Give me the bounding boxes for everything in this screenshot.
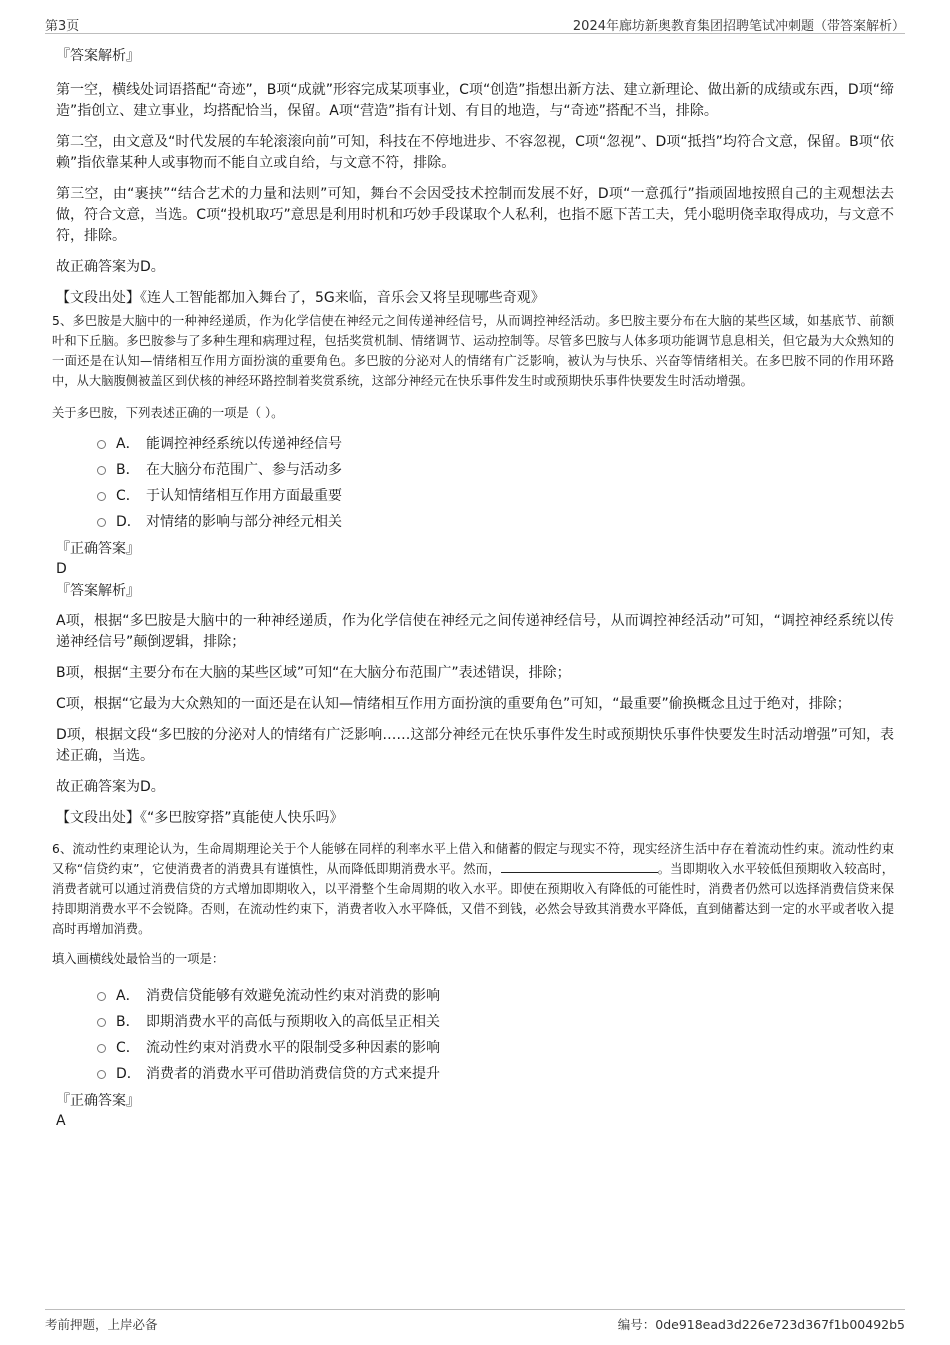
q6-option-d[interactable]: D． 消费者的消费水平可借助消费信贷的方式来提升 bbox=[96, 1061, 894, 1087]
document-code: 编号：0de918ead3d226e723d367f1b00492b5 bbox=[617, 1317, 905, 1332]
q5-stem: 5、多巴胺是大脑中的一种神经递质，作为化学信使在神经元之间传递神经信号，从而调控神经活动。多巴胺主要分布在大脑的某些区域，如基底节、前额叶和下丘脑。多巴胺参与了多种生理和病理过程，包括奖赏机制、情绪调节、运动控制等。尽管多巴胺与人体多项功能调节息息相关，但它最为大众熟知的一面还是在认知—情绪相互作用方面扮演的重要角色。多巴胺的分泌对人的情绪有广泛影响，被认为与快乐、兴奋等情绪相关。在多巴胺不同的作用环路中，从大脑腹侧被盖区到伏核的神经环路控制着奖赏系统，这部分神经元在快乐事件发生时或预期快乐事件快要发生时活动增强。 bbox=[52, 314, 894, 388]
radio-icon[interactable] bbox=[97, 466, 106, 475]
q5-option-b[interactable]: B． 在大脑分布范围广、参与活动多 bbox=[96, 457, 894, 483]
q6-option-a[interactable]: A． 消费信贷能够有效避免流动性约束对消费的影响 bbox=[96, 983, 894, 1009]
q5-answer-label: 『正确答案』 bbox=[56, 541, 140, 557]
q6-answer: A bbox=[56, 1113, 66, 1129]
q5-options bbox=[56, 431, 894, 535]
q4-answer-line: 故正确答案为D。 bbox=[56, 259, 165, 275]
q4-analysis-label: 『答案解析』 bbox=[56, 48, 140, 64]
radio-icon[interactable] bbox=[97, 1044, 106, 1053]
q6-options bbox=[56, 983, 894, 1087]
q4-analysis-para: 第三空，由“裹挟”“结合艺术的力量和法则”可知，舞台不会因受技术控制而发展不好，D项“一意孤行”指顽固地按照自己的主观想法去做，符合文意，当选。C项“投机取巧”意思是利用时机和巧妙手段谋取个人私利，也指不愿下苦工夫，凭小聪明侥幸取得成功，与文意不符，排除。 bbox=[56, 186, 894, 244]
q5-analysis-label: 『答案解析』 bbox=[56, 583, 140, 599]
radio-icon[interactable] bbox=[97, 1070, 106, 1079]
q6-question: 填入画横线处最恰当的一项是： bbox=[52, 952, 225, 966]
q5-analysis-para: A项，根据“多巴胺是大脑中的一种神经递质，作为化学信使在神经元之间传递神经信号，从而调控神经活动”可知，“调控神经系统以传递神经信号”颠倒逻辑，排除； bbox=[56, 613, 894, 650]
q5-option-a[interactable]: A． 能调控神经系统以传递神经信号 bbox=[96, 431, 894, 457]
radio-icon[interactable] bbox=[97, 518, 106, 527]
page-header bbox=[45, 13, 905, 34]
page-content bbox=[52, 46, 894, 1131]
q5-source: 【文段出处】《“多巴胺穿搭”真能使人快乐吗》 bbox=[56, 810, 344, 826]
q4-analysis-para: 第二空，由文意及“时代发展的车轮滚滚向前”可知，科技在不停地进步、不容忽视，C项“忽视”、D项“抵挡”均符合文意，保留。B项“依赖”指依靠某种人或事物而不能自立或自给，与文意不符，排除。 bbox=[56, 134, 894, 171]
radio-icon[interactable] bbox=[97, 1018, 106, 1027]
radio-icon[interactable] bbox=[97, 992, 106, 1001]
q5-answer: D bbox=[56, 561, 67, 577]
q6-option-b[interactable]: B． 即期消费水平的高低与预期收入的高低呈正相关 bbox=[96, 1009, 894, 1035]
q5-answer-line: 故正确答案为D。 bbox=[56, 779, 165, 795]
radio-icon[interactable] bbox=[97, 492, 106, 501]
radio-icon[interactable] bbox=[97, 440, 106, 449]
q5-analysis-para: B项，根据“主要分布在大脑的某些区域”可知“在大脑分布范围广”表述错误，排除； bbox=[56, 665, 571, 681]
page-number: 第3页 bbox=[45, 19, 80, 34]
footer-slogan: 考前押题，上岸必备 bbox=[45, 1317, 158, 1332]
q6-answer-label: 『正确答案』 bbox=[56, 1093, 140, 1109]
fill-blank bbox=[501, 860, 658, 873]
q4-analysis-para: 第一空，横线处词语搭配“奇迹”，B项“成就”形容完成某项事业，C项“创造”指想出新方法、建立新理论、做出新的成绩或东西，D项“缔造”指创立、建立事业，均搭配恰当，保留。A项“营造”指有计划、有目的地造，与“奇迹”搭配不当，排除。 bbox=[56, 82, 894, 119]
q5-option-c[interactable]: C． 于认知情绪相互作用方面最重要 bbox=[96, 483, 894, 509]
q5-analysis-para: D项，根据文段“多巴胺的分泌对人的情绪有广泛影响……这部分神经元在快乐事件发生时或预期快乐事件快要发生时活动增强”可知，表述正确，当选。 bbox=[56, 727, 894, 764]
q6-stem: 6、流动性约束理论认为，生命周期理论关于个人能够在同样的利率水平上借入和储蓄的假定与现实不符，现实经济生活中存在着流动性约束。流动性约束又称“信贷约束”，它使消费者的消费具有谨慎性，从而降低即期消费水平。然而， 。当即期收入水平较低但预期收入较高时，消费者就可以通过消费信贷的方式增加即期收入，以平滑整个生命周期的收入水平。即使在预期收入有降低的可能性时，消费者仍然可以选择消费信贷来保持即期消费水平不会锐降。否则，在流动性约束下，消费者收入水平降低，又借不到钱，必然会导致其消费水平降低，直到储蓄达到一定的水平或者收入提高时再增加消费。 bbox=[52, 842, 894, 936]
q5-question: 关于多巴胺，下列表述正确的一项是（ ）。 bbox=[52, 406, 284, 420]
q6-option-c[interactable]: C． 流动性约束对消费水平的限制受多种因素的影响 bbox=[96, 1035, 894, 1061]
q4-source: 【文段出处】《连人工智能都加入舞台了，5G来临，音乐会又将呈现哪些奇观》 bbox=[56, 290, 545, 306]
q5-option-d[interactable]: D． 对情绪的影响与部分神经元相关 bbox=[96, 509, 894, 535]
page-footer bbox=[45, 1309, 905, 1336]
document-title: 2024年廊坊新奥教育集团招聘笔试冲刺题（带答案解析） bbox=[572, 19, 905, 34]
q5-analysis-para: C项，根据“它最为大众熟知的一面还是在认知—情绪相互作用方面扮演的重要角色”可知，“最重要”偷换概念且过于绝对，排除； bbox=[56, 696, 851, 712]
